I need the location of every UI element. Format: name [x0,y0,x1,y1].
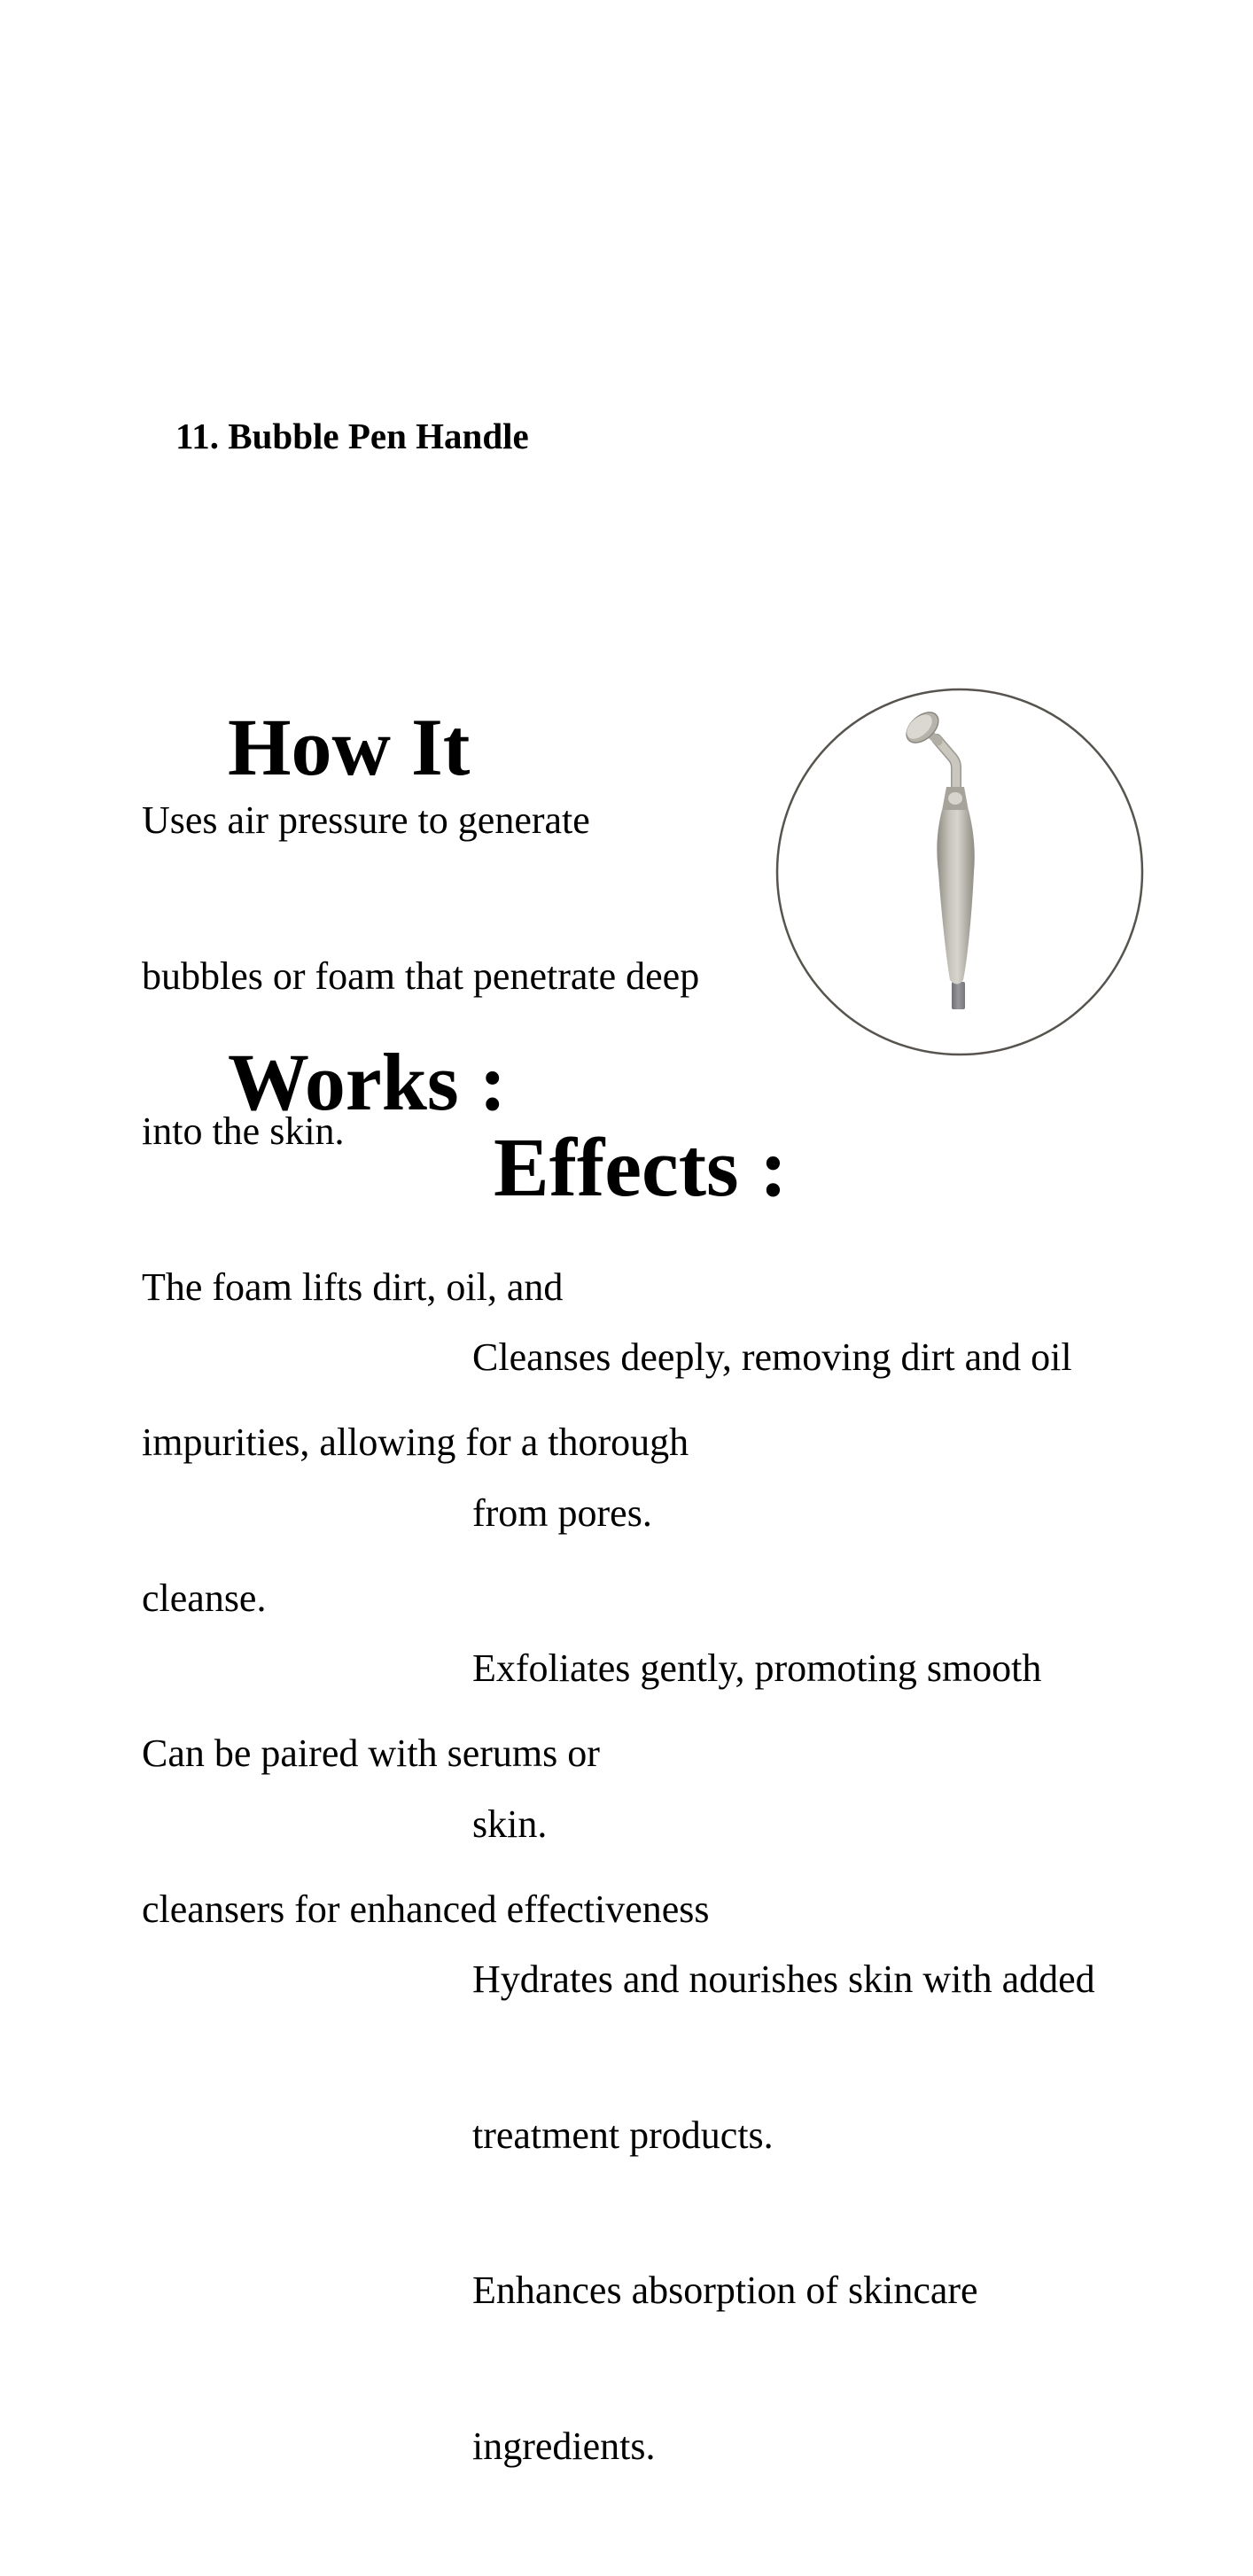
device-handle [937,810,974,984]
bubble-pen-handle-photo [775,688,1144,1056]
body-line: Can be paired with serums or [142,1732,600,1775]
how-it-works-heading-line1: How It [228,702,471,792]
body-line: bubbles or foam that penetrate deep [142,953,700,998]
how-it-works-heading-line2: Works : [228,1037,507,1127]
device-collar-facet [948,792,962,805]
effects-heading: Effects : [494,1122,788,1214]
body-line: Hydrates and nourishes skin with added [472,1957,1095,2001]
body-line: cleansers for enhanced effectiveness [142,1887,710,1931]
body-line: Cleanses deeply, removing dirt and oil [472,1335,1072,1379]
body-line: ingredients. [472,2424,656,2468]
section-title: 11. Bubble Pen Handle [175,416,529,456]
product-figure [775,688,1144,1056]
body-line: treatment products. [472,2113,774,2157]
effects-paragraph [472,1228,1095,2576]
body-line: Enhances absorption of skincare [472,2269,978,2312]
body-line: from pores. [472,1490,652,1535]
device-neck [937,739,956,790]
body-line: The foam lifts dirt, oil, and [142,1265,564,1309]
body-line: impurities, allowing for a thorough [142,1420,689,1464]
device-cable [952,982,965,1009]
body-line: cleanse. [142,1576,267,1620]
body-line: skin. [472,1802,548,1846]
body-line: Uses air pressure to generate [142,798,590,842]
body-line: into the skin. [142,1109,345,1153]
body-line: Exfoliates gently, promoting smooth [472,1646,1042,1690]
